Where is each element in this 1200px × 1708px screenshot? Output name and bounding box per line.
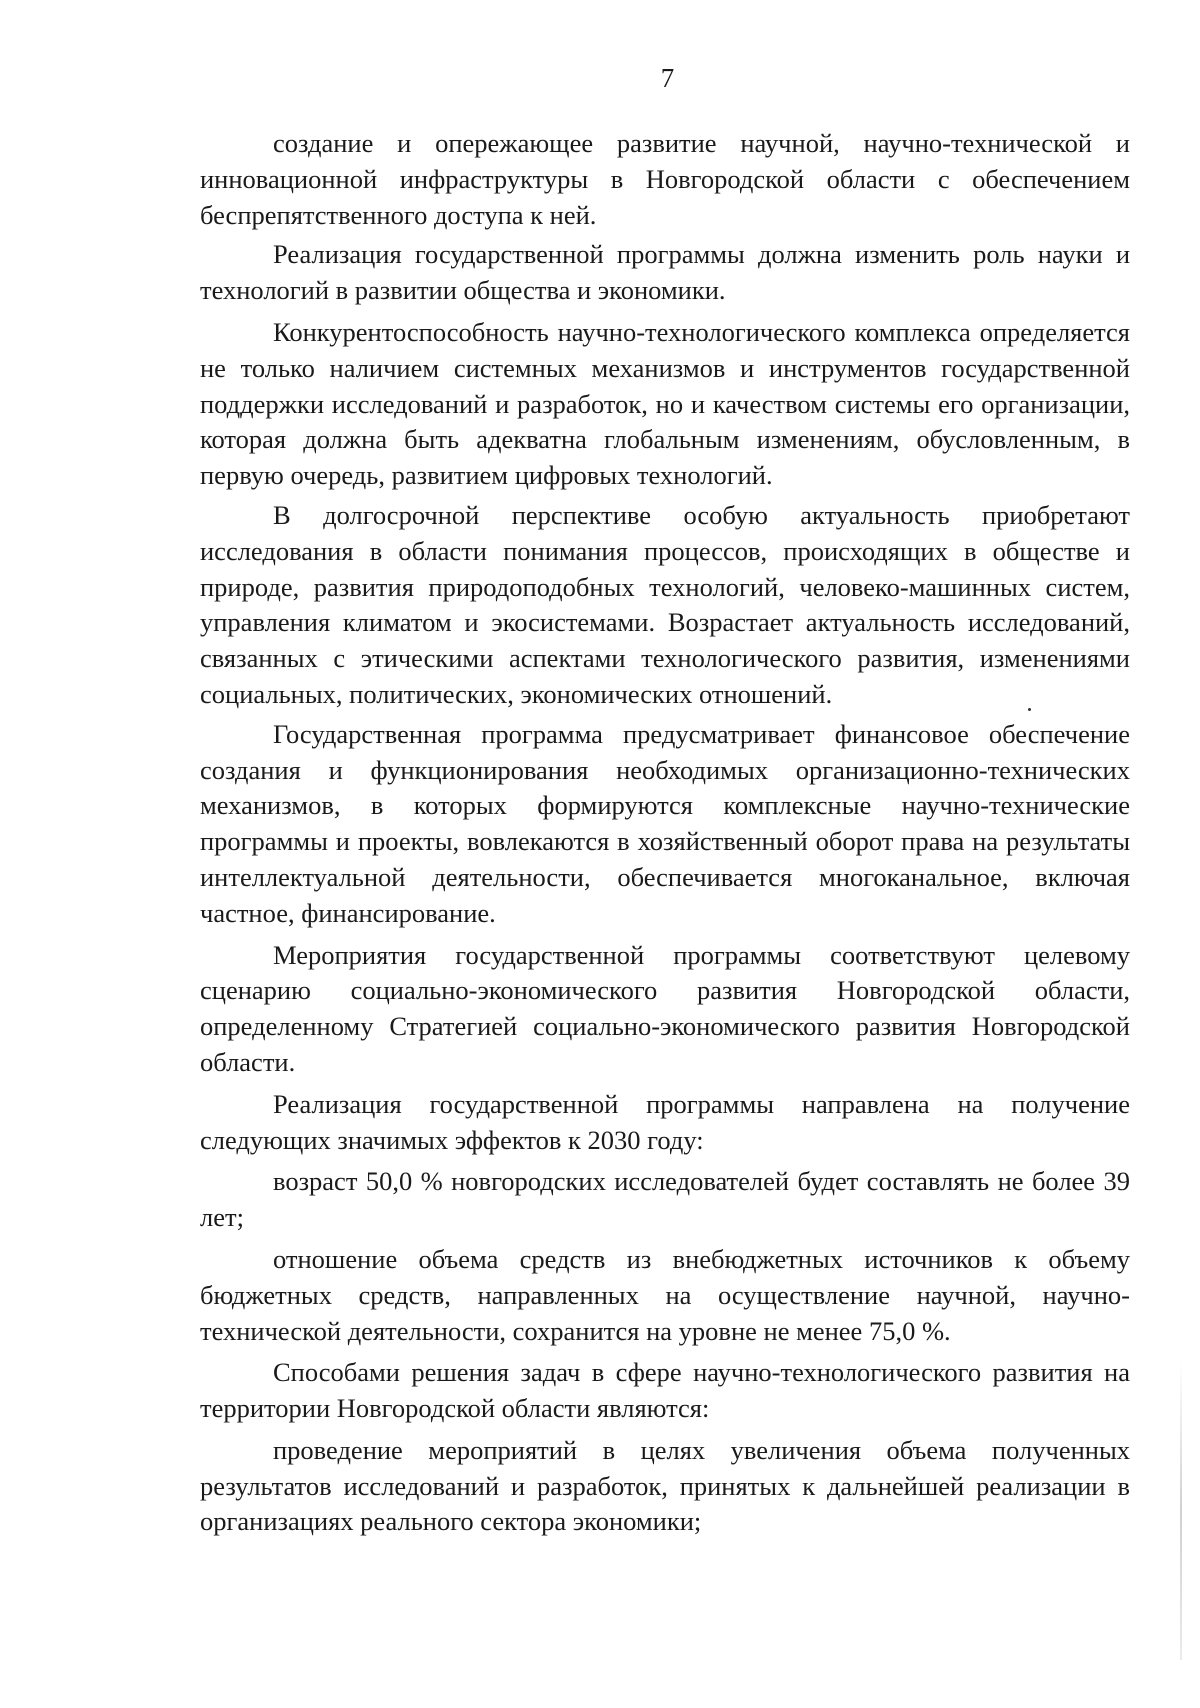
paragraph: проведение мероприятий в целях увеличения объема полученных результатов исследований и разработок, принятых к дальнейшей реализации в организациях реального сектора экономики; (200, 1434, 1130, 1537)
scan-edge-mark (1180, 1360, 1182, 1660)
paragraph: Способами решения задач в сфере научно-технологического развития на территории Новгородской области являются: (200, 1357, 1130, 1424)
page-number: 7 (660, 63, 675, 93)
scan-speck (1028, 708, 1031, 711)
paragraph: отношение объема средств из внебюджетных источников к объему бюджетных средств, направленных на осуществление научной, научно-технической деятельности, сохранится на уровне не менее 75,0 %. (200, 1243, 1130, 1346)
paragraph: Реализация государственной программы должна изменить роль науки и технологий в развитии общества и экономики. (200, 239, 1130, 306)
paragraph: создание и опережающее развитие научной, научно-технической и инновационной инфраструктуры в Новгородской области с обеспечением беспрепятственного доступа к ней. (200, 128, 1130, 230)
paragraph: Реализация государственной программы направлена на получение следующих значимых эффектов к 2030 году: (200, 1088, 1130, 1155)
paragraph: Конкурентоспособность научно-технологического комплекса определяется не только наличием системных механизмов и инструментов государственной поддержки исследований и разработок, но и качеством системы его организации, которая должна быть адекватна глобальным изменениям, обусловленным, в первую очередь, развитием цифровых технологий. (200, 316, 1130, 491)
paragraph: В долгосрочной перспективе особую актуальность приобретают исследования в области понимания процессов, происходящих в обществе и природе, развития природоподобных технологий, человеко-машинных систем, управления климатом и экосистемами. Возрастает актуальность исследований, связанных с этическими аспектами технологического развития, изменениями социальных, политических, экономических отношений. (200, 499, 1130, 709)
paragraph: Мероприятия государственной программы соответствуют целевому сценарию социально-экономического развития Новгородской области, определенному Стратегией социально-экономического развития Новгородской области. (200, 939, 1130, 1077)
paragraph: Государственная программа предусматривает финансовое обеспечение создания и функционирования необходимых организационно-технических механизмов, в которых формируются комплексные научно-технические программы и проекты, вовлекаются в хозяйственный оборот права на результаты интеллектуальной деятельности, обеспечивается многоканальное, включая частное, финансирование. (200, 718, 1130, 928)
paragraph: возраст 50,0 % новгородских исследователей будет составлять не более 39 лет; (200, 1166, 1130, 1233)
document-body (200, 126, 1130, 1544)
